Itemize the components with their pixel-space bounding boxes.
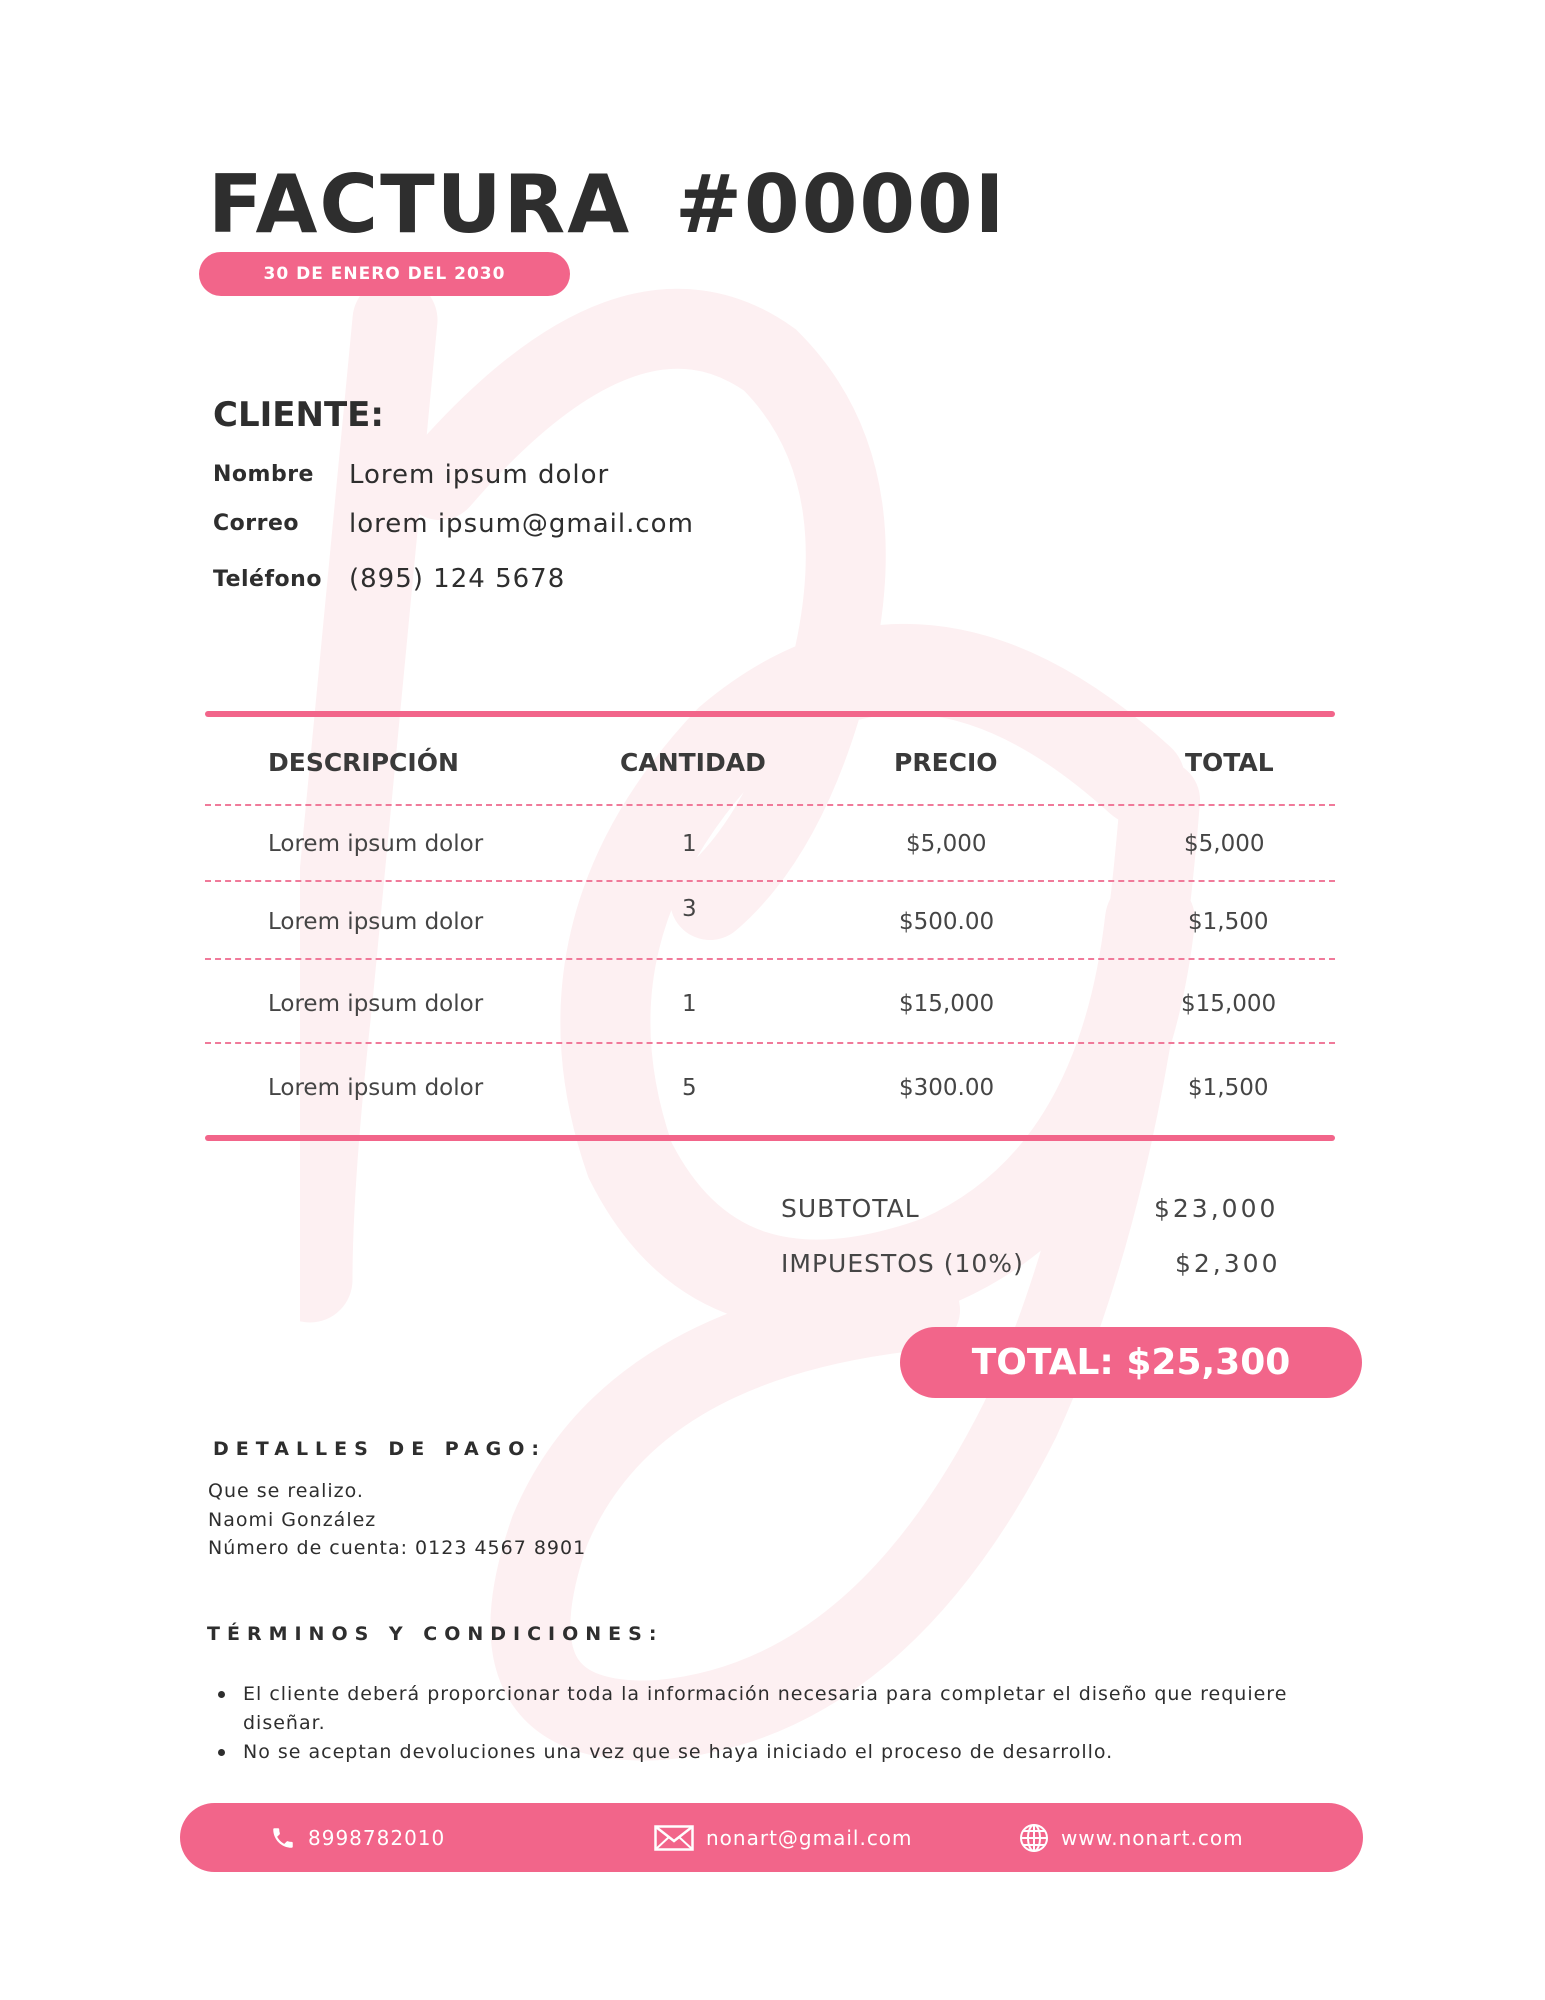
subtotal-label: SUBTOTAL [781, 1194, 920, 1223]
phone-icon [270, 1825, 296, 1851]
tax-label: IMPUESTOS (10%) [781, 1249, 1024, 1278]
row-4-total: $1,500 [1188, 1075, 1269, 1101]
row-3-total: $15,000 [1181, 991, 1277, 1017]
row-2-price: $500.00 [899, 909, 995, 935]
row-4-quantity: 5 [682, 1075, 697, 1101]
row-1-price: $5,000 [906, 831, 987, 857]
payment-line-2: Naomi González [208, 1509, 377, 1531]
header-total: TOTAL [1185, 748, 1274, 777]
header-description: DESCRIPCIÓN [268, 748, 459, 777]
invoice-date-badge: 30 DE ENERO DEL 2030 [199, 252, 570, 296]
contact-footer [180, 1803, 1363, 1872]
row-2-quantity: 3 [682, 896, 697, 922]
row-divider [205, 804, 1335, 806]
footer-email[interactable] [654, 1803, 913, 1872]
client-phone-label: Teléfono [213, 567, 322, 592]
row-1-description: Lorem ipsum dolor [268, 831, 484, 857]
client-name-value: Lorem ipsum dolor [349, 460, 610, 490]
terms-item-1: El cliente deberá proporcionar toda la información necesaria para completar el diseño que requiere diseñar. [210, 1680, 1340, 1738]
client-name-label: Nombre [213, 462, 314, 487]
footer-email-text: nonart@gmail.com [706, 1825, 913, 1850]
client-phone-value: (895) 124 5678 [349, 564, 566, 594]
row-4-description: Lorem ipsum dolor [268, 1075, 484, 1101]
globe-icon [1019, 1823, 1049, 1853]
client-email-label: Correo [213, 511, 299, 536]
client-email-value: lorem ipsum@gmail.com [349, 509, 694, 539]
client-heading: CLIENTE: [213, 395, 384, 435]
payment-line-1: Que se realizo. [208, 1480, 364, 1502]
footer-website[interactable] [1019, 1803, 1244, 1872]
terms-item-2: No se aceptan devoluciones una vez que se haya iniciado el proceso de desarrollo. [210, 1738, 1340, 1767]
header-quantity: CANTIDAD [620, 748, 766, 777]
payment-line-3: Número de cuenta: 0123 4567 8901 [208, 1537, 587, 1559]
row-3-price: $15,000 [899, 991, 995, 1017]
footer-phone-text: 8998782010 [308, 1825, 446, 1850]
terms-list [210, 1680, 1340, 1767]
row-1-total: $5,000 [1184, 831, 1265, 857]
row-1-quantity: 1 [682, 831, 697, 857]
row-divider [205, 1042, 1335, 1044]
row-3-description: Lorem ipsum dolor [268, 991, 484, 1017]
footer-phone[interactable] [270, 1803, 445, 1872]
terms-heading: TÉRMINOS Y CONDICIONES: [207, 1623, 664, 1645]
row-divider [205, 880, 1335, 882]
payment-heading: DETALLES DE PAGO: [213, 1438, 547, 1460]
invoice-title: FACTURA #0000I [208, 158, 1007, 251]
grand-total-badge: TOTAL: $25,300 [900, 1327, 1362, 1398]
envelope-icon [654, 1825, 694, 1851]
table-top-rule [205, 711, 1335, 717]
subtotal-value: $23,000 [1154, 1194, 1279, 1223]
footer-website-text: www.nonart.com [1061, 1825, 1244, 1850]
row-2-total: $1,500 [1188, 909, 1269, 935]
row-3-quantity: 1 [682, 991, 697, 1017]
tax-value: $2,300 [1175, 1249, 1281, 1278]
row-4-price: $300.00 [899, 1075, 995, 1101]
header-price: PRECIO [894, 748, 998, 777]
table-bottom-rule [205, 1135, 1335, 1141]
row-2-description: Lorem ipsum dolor [268, 909, 484, 935]
row-divider [205, 958, 1335, 960]
